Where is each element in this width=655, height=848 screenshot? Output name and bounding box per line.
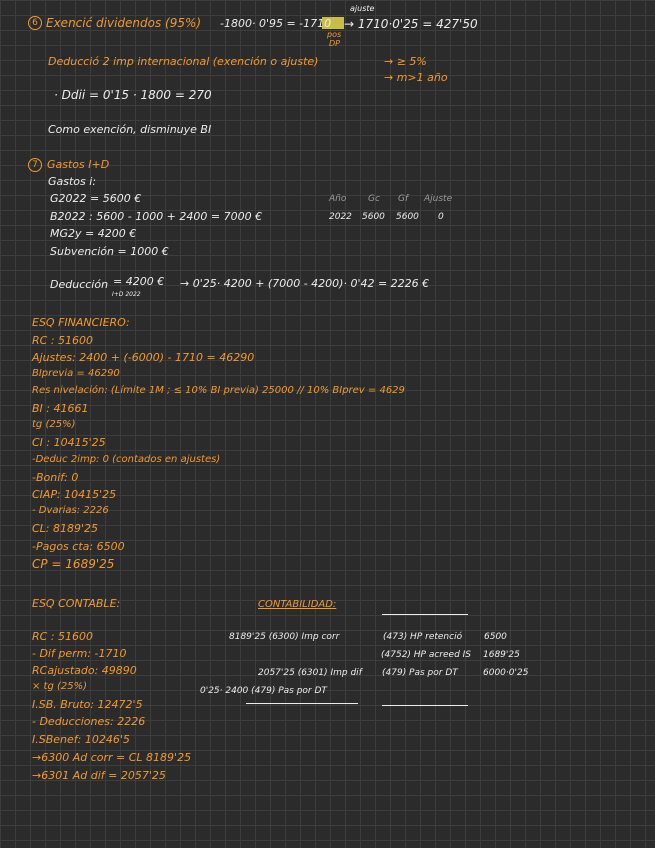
contab-left-3: 0'25· 2400 (479) Pas por DT (200, 686, 327, 696)
contable-title: ESQ CONTABLE: (32, 597, 121, 610)
contabilidad-title: CONTABILIDAD: (258, 599, 337, 610)
divider (382, 705, 468, 706)
section-7-number: 7 (28, 158, 42, 172)
contab-right-3-value: 6000·0'25 (483, 668, 529, 678)
fin-bi-previa: BIprevia = 46290 (32, 368, 120, 379)
fin-ciap: CIAP: 10415'25 (32, 488, 117, 501)
pos-label: pos (327, 30, 342, 39)
b2022-line: B2022 : 5600 - 1000 + 2400 = 7000 € (50, 210, 263, 223)
exemption-note: Como exención, disminuye BI (48, 123, 212, 136)
g2022-line: G2022 = 5600 € (50, 192, 142, 205)
cont-6301: →6301 Ad dif = 2057'25 (32, 769, 166, 782)
fin-cl: CL: 8189'25 (32, 522, 99, 535)
deduccion-label: Deducción (50, 278, 109, 291)
contab-right-1-value: 6500 (484, 632, 507, 642)
cont-deducciones: - Deducciones: 2226 (32, 715, 146, 728)
gastos-label: Gastos i: (48, 175, 97, 188)
fin-cp: CP = 1689'25 (32, 557, 115, 571)
subvencion-line: Subvención = 1000 € (50, 245, 169, 258)
financiero-title: ESQ FINANCIERO: (32, 316, 130, 329)
cont-isb-bruto: I.SB. Bruto: 12472'5 (32, 698, 143, 711)
table-cell-gc: 5600 (362, 212, 385, 222)
deduccion-sub: I+D 2022 (112, 291, 141, 298)
fin-bonif: -Bonif: 0 (32, 471, 79, 484)
cont-6300: →6300 Ad corr = CL 8189'25 (32, 751, 192, 764)
section-6-title: Exencić dividendos (95%) (46, 16, 202, 30)
contab-right-3-label: (479) Pas por DT (382, 668, 458, 678)
section-7-title: Gastos I+D (47, 158, 110, 171)
ddii-calc: · Ddii = 0'15 · 1800 = 270 (54, 88, 212, 102)
mg-line: MG2y = 4200 € (50, 227, 137, 240)
contab-right-2-label: (4752) HP acreed IS (381, 650, 472, 660)
table-head-ajuste: Ajuste (424, 194, 453, 204)
ajuste-label: ajuste (350, 4, 375, 13)
fin-deduc-2imp: -Deduc 2imp: 0 (contados en ajustes) (32, 454, 221, 465)
contab-right-2-value: 1689'25 (483, 650, 520, 660)
cont-rc: RC : 51600 (32, 630, 94, 643)
table-head-year: Año (329, 194, 347, 204)
table-cell-gf: 5600 (396, 212, 419, 222)
dp-label: DP (329, 39, 340, 48)
cont-tg: × tg (25%) (32, 681, 88, 692)
contab-left-2: 2057'25 (6301) Imp dif (258, 668, 362, 678)
deduccion-text: Deducció 2 imp internacional (exención o ajuste) (48, 55, 319, 68)
condition-1: → ≥ 5% (384, 55, 427, 68)
arrow-calc: → 1710·0'25 = 427'50 (344, 17, 478, 31)
fin-dvarias: - Dvarias: 2226 (32, 505, 109, 516)
condition-2: → m>1 año (384, 71, 448, 84)
fin-res-nivelacion: Res nivelación: (Límite 1M ; ≤ 10% BI previa) 25000 // 10% BIprev = 4629 (32, 385, 405, 396)
divider (382, 614, 468, 615)
cont-isb-benef: I.SBenef: 10246'5 (32, 733, 130, 746)
fin-ajustes: Ajustes: 2400 + (-6000) - 1710 = 46290 (32, 351, 255, 364)
fin-bi: BI : 41661 (32, 402, 89, 415)
cont-rc-ajustado: RCajustado: 49890 (32, 664, 137, 677)
fin-pagos: -Pagos cta: 6500 (32, 540, 125, 553)
deduccion-result: → 0'25· 4200 + (7000 - 4200)· 0'42 = 2226 € (180, 277, 430, 290)
table-cell-year: 2022 (329, 212, 352, 222)
table-cell-ajuste: 0 (438, 212, 444, 222)
fin-ci: CI : 10415'25 (32, 436, 106, 449)
divider (246, 703, 358, 704)
contab-left-1: 8189'25 (6300) Imp corr (229, 632, 340, 642)
table-head-gf: Gf (398, 194, 409, 204)
cont-dif-perm: - Dif perm: -1710 (32, 647, 127, 660)
table-head-gc: Gc (368, 194, 380, 204)
dividend-calc: -1800· 0'95 = -1710 (220, 17, 332, 30)
fin-rc: RC : 51600 (32, 334, 94, 347)
section-6-number: 6 (28, 16, 42, 30)
contab-right-1-label: (473) HP retenció (383, 632, 463, 642)
deduccion-amount: = 4200 € (113, 275, 165, 288)
fin-tg: tg (25%) (32, 419, 76, 430)
